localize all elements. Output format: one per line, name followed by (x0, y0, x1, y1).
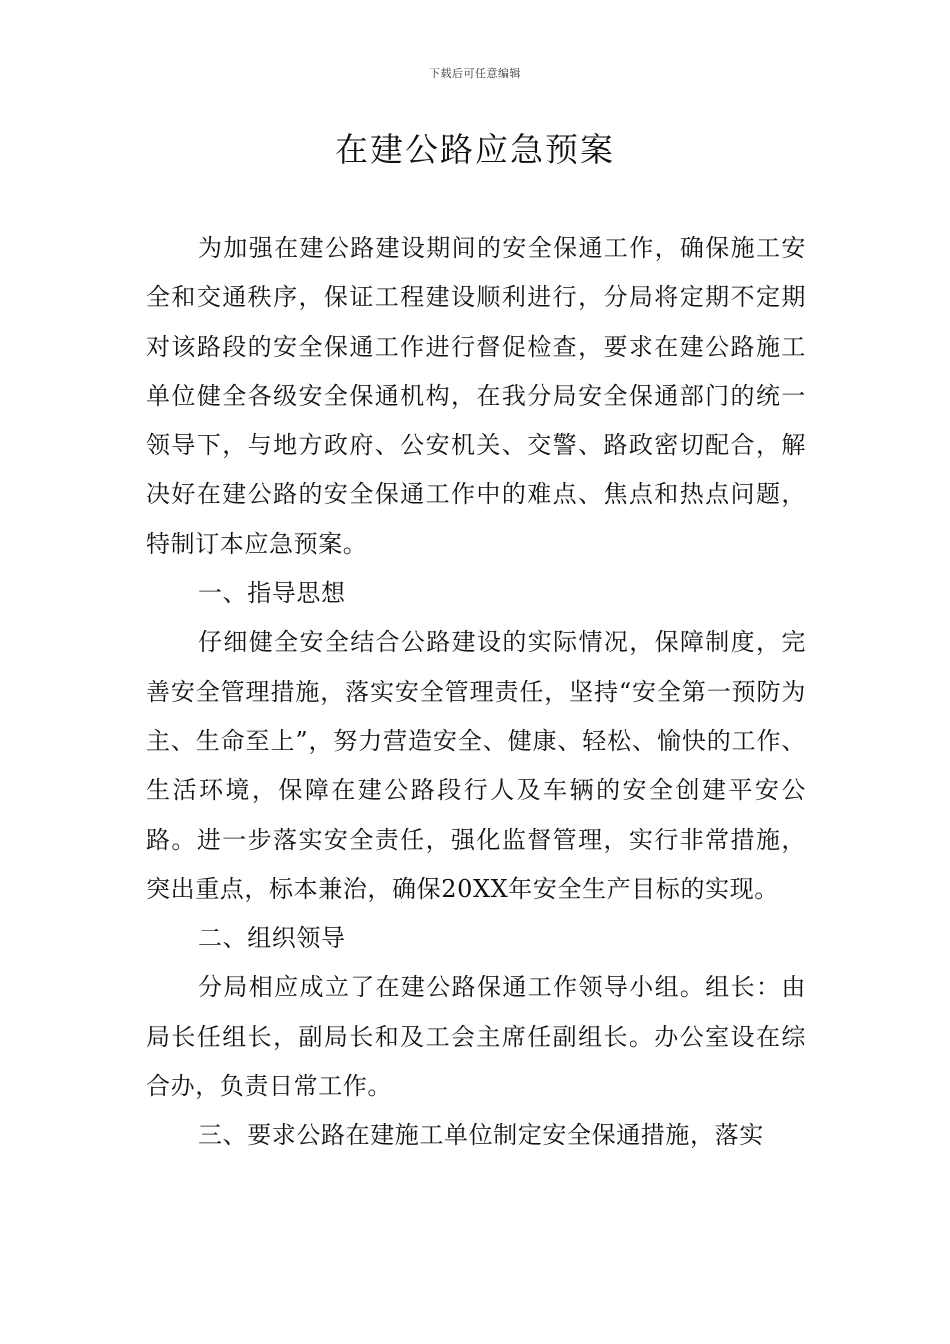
section-heading-requirements: 三、要求公路在建施工单位制定安全保通措施，落实 (198, 1121, 764, 1150)
document-body (146, 224, 806, 1161)
intro-paragraph: 为加强在建公路建设期间的安全保通工作，确保施工安全和交通秩序，保证工程建设顺利进行，分局将定期不定期对该路段的安全保通工作进行督促检查，要求在建公路施工单位健全各级安全保通机构，在我分局安全保通部门的统一领导下，与地方政府、公安机关、交警、路政密切配合，解决好在建公路的安全保通工作中的难点、焦点和热点问题，特制订本应急预案。 (146, 234, 806, 558)
document-title: 在建公路应急预案 (335, 130, 615, 169)
section-heading-organization: 二、组织领导 (198, 924, 346, 953)
header-note: 下载后可任意编辑 (429, 67, 521, 80)
guiding-ideology-paragraph: 仔细健全安全结合公路建设的实际情况，保障制度，完善安全管理措施，落实安全管理责任，坚持“安全第一预防为主、生命至上”，努力营造安全、健康、轻松、愉快的工作、生活环境，保障在建公路段行人及车辆的安全创建平安公路。进一步落实安全责任，强化监督管理，实行非常措施，突出重点，标本兼治，确保20XX年安全生产目标的实现。 (146, 628, 806, 903)
section-heading-guiding-ideology: 一、指导思想 (198, 579, 346, 608)
organization-paragraph: 分局相应成立了在建公路保通工作领导小组。组长：由局长任组长，副局长和及工会主席任副组长。办公室设在综合办，负责日常工作。 (146, 973, 806, 1101)
